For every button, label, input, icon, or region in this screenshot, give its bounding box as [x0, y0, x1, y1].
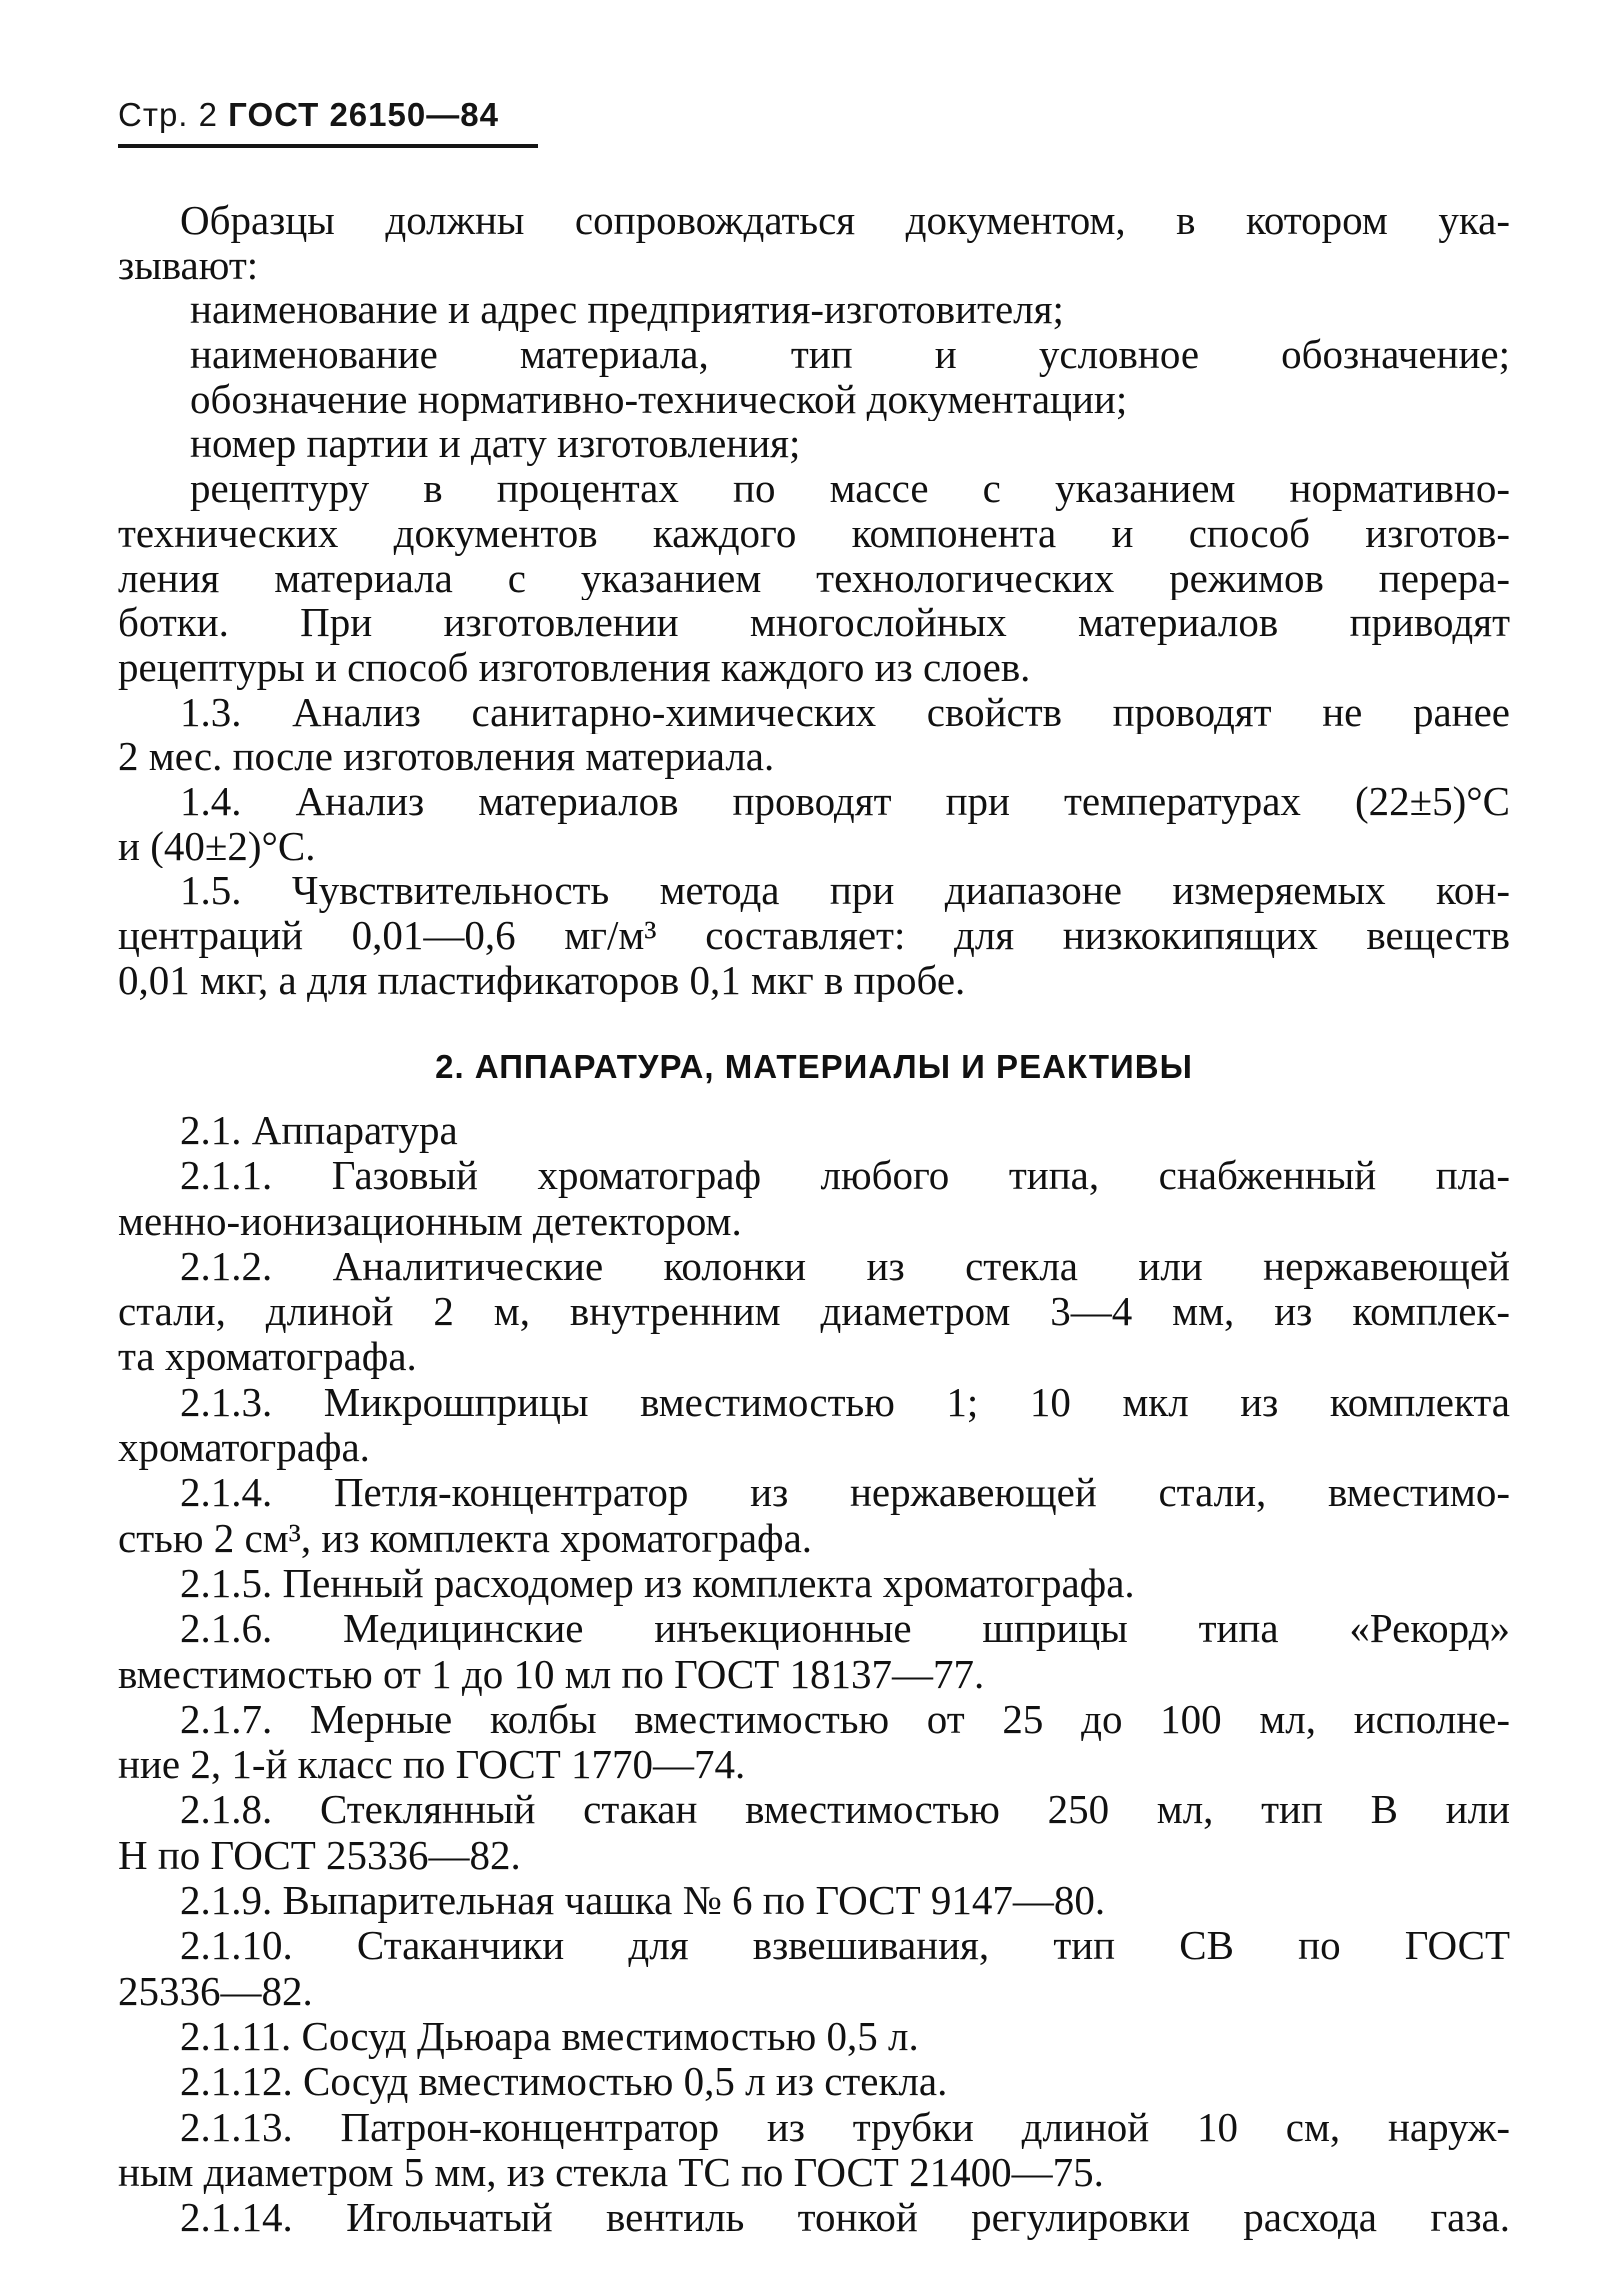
text-line: 2.1.11. Сосуд Дьюара вместимостью 0,5 л. [180, 2013, 919, 2059]
header-rule [118, 144, 538, 148]
text-line: рецептуру в процентах по массе с указанием нормативно- [190, 466, 1510, 511]
text-line: 2.1.2. Аналитические колонки из стекла или нержавеющей [180, 1243, 1510, 1289]
text-line: Н по ГОСТ 25336—82. [118, 1832, 521, 1878]
text-line: ным диаметром 5 мм, из стекла ТС по ГОСТ 21400—75. [118, 2149, 1104, 2195]
text-line: рецептуры и способ изготовления каждого из слоев. [118, 644, 1031, 690]
text-line: наименование материала, тип и условное обозначение; [190, 332, 1510, 377]
text-line: и (40±2)°С. [118, 823, 316, 869]
section-2-title: 2. АППАРАТУРА, МАТЕРИАЛЫ И РЕАКТИВЫ [435, 1048, 1193, 1085]
text-line: 2.1.12. Сосуд вместимостью 0,5 л из стекла. [180, 2059, 948, 2105]
text-line: 2.1.5. Пенный расходомер из комплекта хроматографа. [180, 1560, 1135, 1606]
section-1-text [118, 198, 1510, 1002]
page-header [118, 96, 499, 134]
text-line: 2.1.7. Мерные колбы вместимостью от 25 до 100 мл, исполне- [180, 1696, 1510, 1742]
text-line: 2 мес. после изготовления материала. [118, 734, 775, 779]
text-line: обозначение нормативно-технической документации; [190, 376, 1128, 422]
standard-designation: ГОСТ 26150—84 [228, 96, 499, 133]
text-line: 0,01 мкг, а для пластификаторов 0,1 мкг в пробе. [118, 957, 966, 1003]
text-line: зывают: [118, 242, 259, 288]
text-line: 2.1.14. Игольчатый вентиль тонкой регулировки расхода газа. [180, 2195, 1510, 2241]
text-line: 2.1.1. Газовый хроматограф любого типа, снабженный пла- [180, 1153, 1510, 1199]
text-line: 1.5. Чувствительность метода при диапазоне измеряемых кон- [180, 868, 1510, 913]
text-line: 2.1.13. Патрон-концентратор из трубки длиной 10 см, наруж- [180, 2104, 1510, 2150]
text-line: 2.1.9. Выпарительная чашка № 6 по ГОСТ 9147—80. [180, 1878, 1106, 1924]
section-2-text [118, 1108, 1510, 2240]
text-line: 2.1.8. Стеклянный стакан вместимостью 250 мл, тип В или [180, 1787, 1510, 1833]
text-line: технических документов каждого компонента и способ изготов- [118, 510, 1510, 556]
text-line: 1.3. Анализ санитарно-химических свойств проводят не ранее [180, 689, 1510, 735]
text-line: центраций 0,01—0,6 мг/м³ составляет: для низкокипящих веществ [118, 913, 1510, 958]
text-line: ние 2, 1-й класс по ГОСТ 1770—74. [118, 1742, 746, 1788]
text-line: 2.1.3. Микрошприцы вместимостью 1; 10 мкл из комплекта [180, 1379, 1510, 1425]
text-line: 2.1.4. Петля-концентратор из нержавеющей стали, вместимо- [180, 1470, 1510, 1516]
page-number-label: Стр. 2 [118, 96, 218, 133]
text-line: номер партии и дату изготовления; [190, 421, 801, 467]
text-line: ботки. При изготовлении многослойных материалов приводят [118, 600, 1510, 645]
text-line: та хроматографа. [118, 1334, 417, 1380]
text-line: 2.1. Аппаратура [180, 1108, 458, 1153]
text-line: стью 2 см³, из комплекта хроматографа. [118, 1515, 813, 1561]
text-line: 25336—82. [118, 1968, 313, 2014]
text-line: 1.4. Анализ материалов проводят при температурах (22±5)°С [180, 778, 1510, 824]
text-line: наименование и адрес предприятия-изготовителя; [190, 287, 1064, 333]
text-line: стали, длиной 2 м, внутренним диаметром 3—4 мм, из комплек- [118, 1289, 1510, 1335]
text-line: ления материала с указанием технологических режимов перера- [118, 555, 1510, 601]
text-line: хроматографа. [118, 1425, 370, 1471]
text-line: 2.1.6. Медицинские инъекционные шприцы типа «Рекорд» [180, 1606, 1510, 1652]
text-line: менно-ионизационным детектором. [118, 1198, 742, 1244]
text-line: вместимостью от 1 до 10 мл по ГОСТ 18137—77. [118, 1651, 985, 1697]
text-line: Образцы должны сопровождаться документом, в котором ука- [180, 198, 1510, 243]
text-line: 2.1.10. Стаканчики для взвешивания, тип СВ по ГОСТ [180, 1923, 1510, 1969]
